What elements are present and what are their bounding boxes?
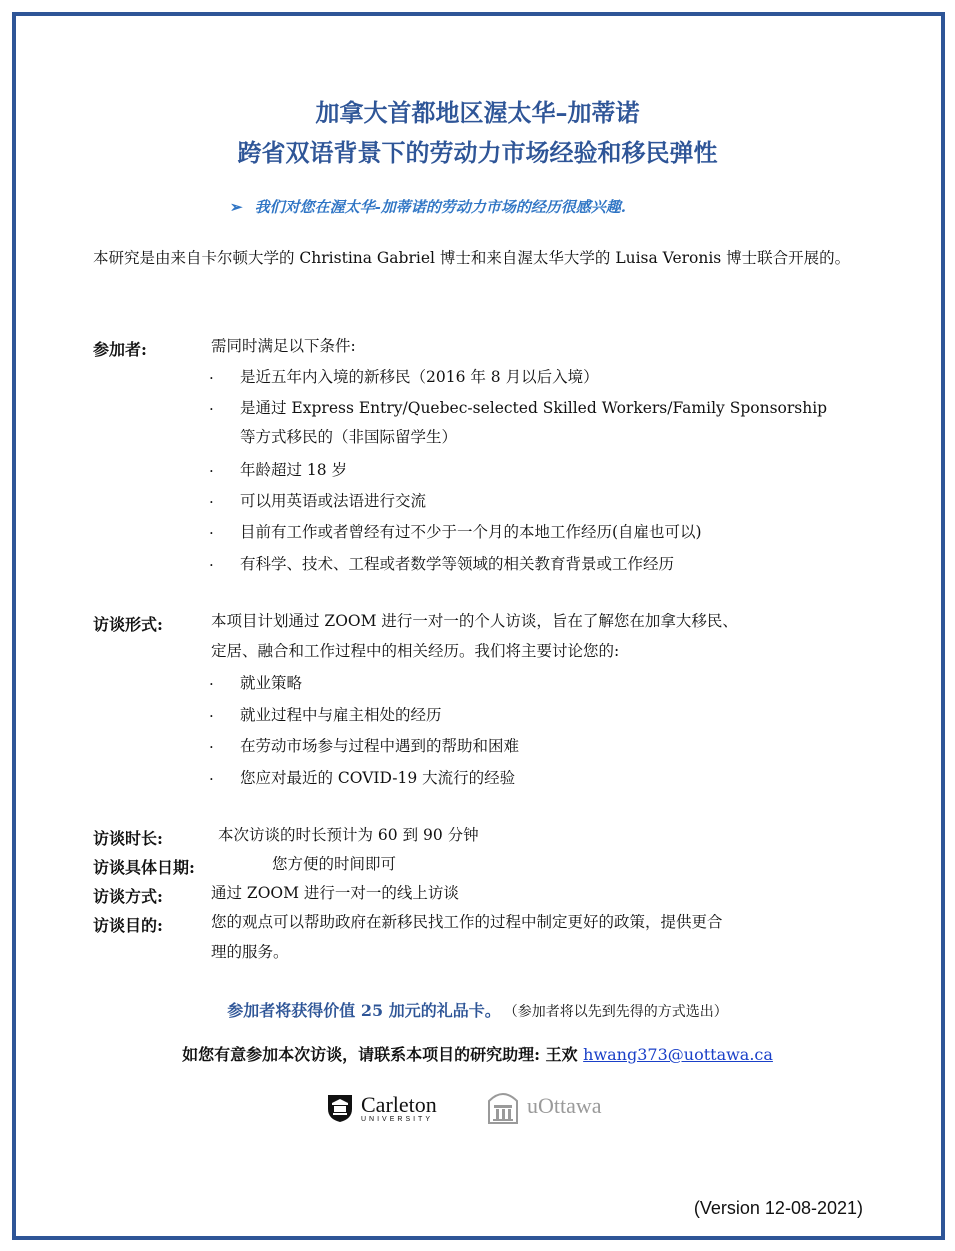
uottawa-logo	[487, 1087, 602, 1125]
purpose-text-line-2: 理的服务。	[211, 943, 289, 961]
participant-criterion: 有科学、技术、工程或者数学等领域的相关教育背景或工作经历	[240, 555, 675, 573]
participants-label: 参加者:	[93, 340, 147, 359]
email-link[interactable]: hwang373@uottawa.ca	[583, 1045, 773, 1064]
uottawa-building-icon	[487, 1087, 519, 1125]
gift-card-text: 参加者将获得价值 25 加元的礼品卡。	[227, 1001, 501, 1020]
discussion-topic: 您应对最近的 COVID-19 大流行的经验	[240, 769, 516, 787]
bullet: ·	[209, 400, 214, 418]
bullet: ·	[209, 707, 214, 725]
bullet: ·	[209, 462, 214, 480]
version-label: (Version 12-08-2021)	[693, 1198, 863, 1218]
participants-lead: 需同时满足以下条件:	[211, 337, 356, 355]
gift-card-notice	[0, 998, 955, 1021]
carleton-subtitle: UNIVERSITY	[361, 1115, 434, 1123]
intro-line	[230, 196, 626, 217]
purpose-text-line-1: 您的观点可以帮助政府在新移民找工作的过程中制定更好的政策，提供更合	[211, 913, 723, 931]
purpose-label: 访谈目的:	[93, 916, 163, 935]
bullet: ·	[209, 738, 214, 756]
format-text-line-2: 定居、融合和工作过程中的相关经历。我们将主要讨论您的:	[211, 642, 620, 660]
bullet: ·	[209, 770, 214, 788]
uottawa-name: uOttawa	[527, 1093, 602, 1118]
carleton-shield-icon	[327, 1093, 353, 1123]
duration-label: 访谈时长:	[93, 829, 163, 848]
bullet: ·	[209, 524, 214, 542]
bullet: ·	[209, 556, 214, 574]
title-line-2: 跨省双语背景下的劳动力市场经验和移民弹性	[237, 138, 718, 167]
format-label: 访谈形式:	[93, 615, 163, 634]
bullet: ·	[209, 675, 214, 693]
participant-criterion: 是近五年内入境的新移民（2016 年 8 月以后入境）	[240, 368, 599, 386]
arrow-bullet-icon: ➢	[230, 198, 243, 216]
format-text-line-1: 本项目计划通过 ZOOM 进行一对一的个人访谈，旨在了解您在加拿大移民、	[211, 612, 738, 630]
date-text: 您方便的时间即可	[272, 855, 397, 873]
participant-criterion: 年龄超过 18 岁	[240, 461, 348, 479]
bullet: ·	[209, 493, 214, 511]
contact-line	[0, 1042, 955, 1065]
discussion-topic: 就业过程中与雇主相处的经历	[240, 706, 442, 724]
bullet: ·	[209, 369, 214, 387]
participant-criterion-continued: 等方式移民的（非国际留学生）	[240, 428, 458, 446]
study-description: 本研究是由来自卡尔顿大学的 Christina Gabriel 博士和来自渥太华大学的 Luisa Veronis 博士联合开展的。	[93, 249, 851, 267]
gift-card-note: （参加者将以先到先得的方式选出）	[510, 1004, 728, 1020]
participant-criterion: 目前有工作或者曾经有过不少于一个月的本地工作经历(自雇也可以)	[240, 523, 702, 541]
method-label: 访谈方式:	[93, 887, 163, 906]
intro-text: 我们对您在渥太华-加蒂诺的劳动力市场的经历很感兴趣.	[254, 198, 627, 216]
participant-criterion: 可以用英语或法语进行交流	[240, 492, 427, 510]
participant-criterion: 是通过 Express Entry/Quebec-selected Skilled Workers/Family Sponsorship	[240, 399, 828, 417]
method-text: 通过 ZOOM 进行一对一的线上访谈	[211, 884, 459, 902]
discussion-topic: 在劳动市场参与过程中遇到的帮助和困难	[240, 737, 520, 755]
duration-text: 本次访谈的时长预计为 60 到 90 分钟	[218, 826, 479, 844]
contact-text: 如您有意参加本次访谈，请联系本项目的研究助理: 王欢	[182, 1045, 578, 1064]
title-line-1: 加拿大首都地区渥太华–加蒂诺	[315, 98, 640, 127]
carleton-name: Carleton	[361, 1091, 437, 1117]
discussion-topic: 就业策略	[240, 674, 303, 692]
date-label: 访谈具体日期:	[93, 858, 195, 877]
carleton-logo	[327, 1093, 437, 1123]
logos	[327, 1087, 627, 1137]
